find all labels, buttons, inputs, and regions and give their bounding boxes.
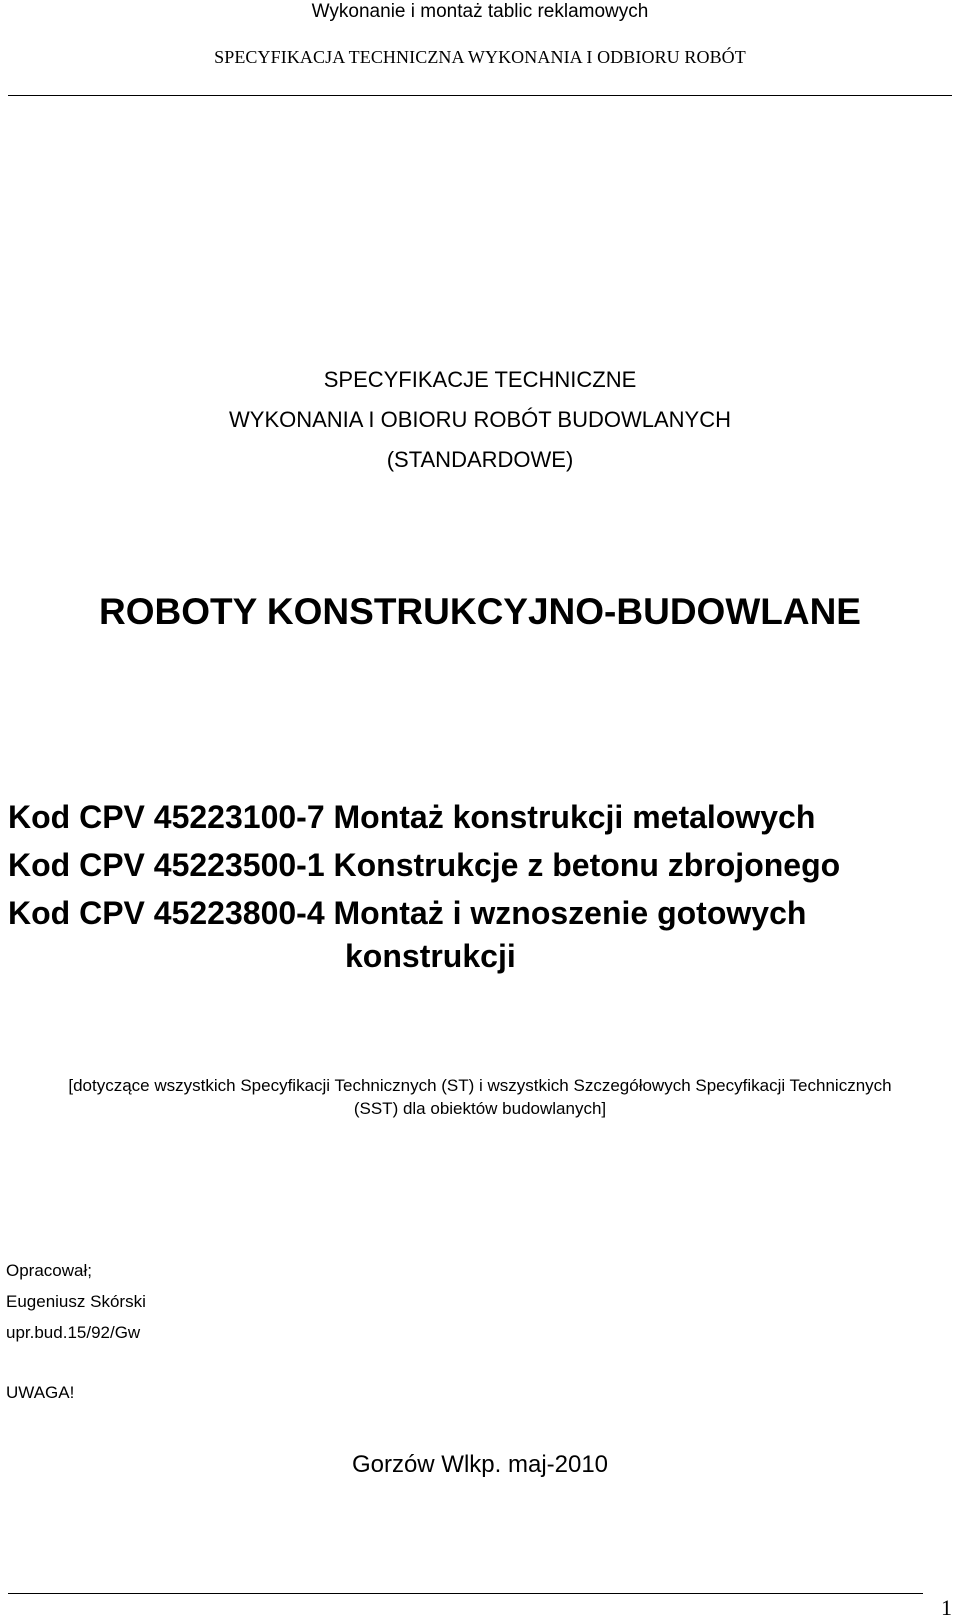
cpv-code-prefab-structures: Kod CPV 45223800-4 Montaż i wznoszenie gotowych xyxy=(8,895,807,931)
document-header-title: Wykonanie i montaż tablic reklamowych xyxy=(311,1,649,22)
cpv-code-reinforced-concrete: Kod CPV 45223500-1 Konstrukcje z betonu zbrojonego xyxy=(8,847,841,883)
cpv-code-metal-structures: Kod CPV 45223100-7 Montaż konstrukcji metalowych xyxy=(8,799,816,835)
cpv-code-prefab-structures-continuation: konstrukcji xyxy=(345,938,516,974)
author-license: upr.bud.15/92/Gw xyxy=(6,1323,141,1342)
author-label: Opracował; xyxy=(6,1261,92,1280)
main-title: ROBOTY KONSTRUKCYJNO-BUDOWLANE xyxy=(99,591,861,632)
scope-note-line-1: [dotyczące wszystkich Specyfikacji Technicznych (ST) i wszystkich Szczegółowych Specyfikacji Technicznych xyxy=(68,1076,892,1095)
place-and-date: Gorzów Wlkp. maj-2010 xyxy=(351,1451,609,1478)
spec-heading-line-3: (STANDARDOWE) xyxy=(386,447,574,472)
spec-heading-line-2: WYKONANIA I OBIORU ROBÓT BUDOWLANYCH xyxy=(229,407,731,432)
author-name: Eugeniusz Skórski xyxy=(6,1292,146,1311)
page-number: 1 xyxy=(941,1595,952,1620)
spec-heading-line-1: SPECYFIKACJE TECHNICZNE xyxy=(323,367,637,392)
footer-divider xyxy=(8,1593,923,1594)
header-divider xyxy=(8,95,952,96)
warning-label: UWAGA! xyxy=(6,1383,75,1402)
scope-note-line-2: (SST) dla obiektów budowlanych] xyxy=(353,1099,607,1118)
document-header-subtitle: SPECYFIKACJA TECHNICZNA WYKONANIA I ODBIORU ROBÓT xyxy=(214,47,746,67)
